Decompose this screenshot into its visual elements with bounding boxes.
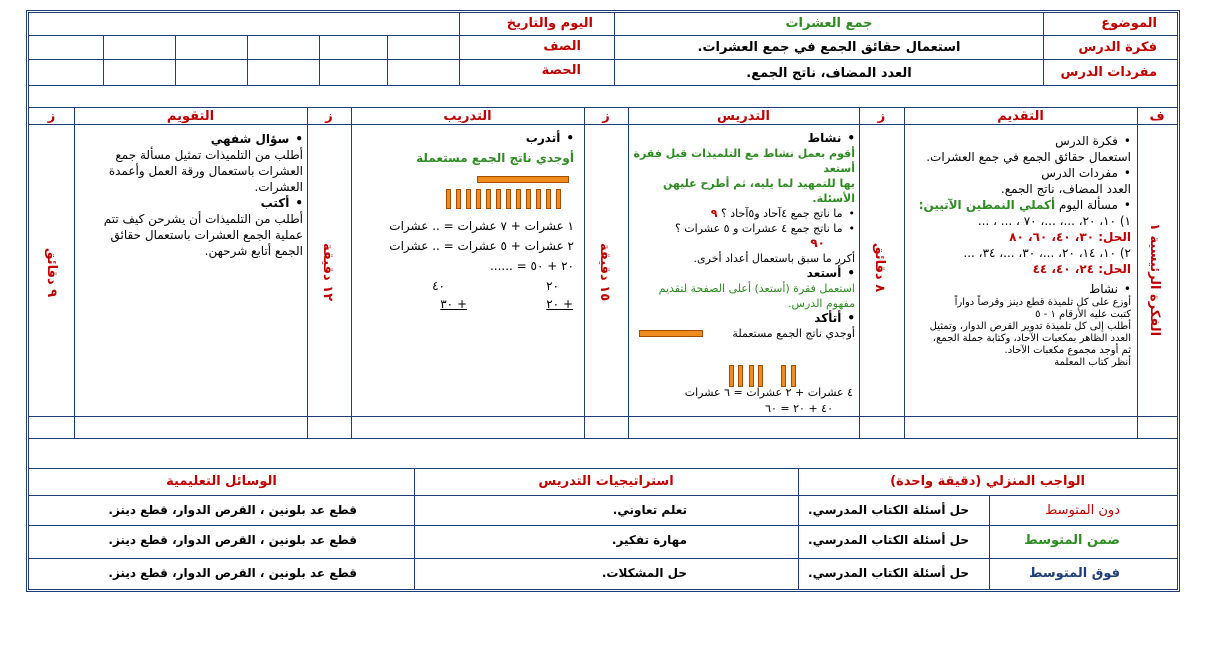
assess-oral-line: أطلب من التلميذات تمثيل مسألة جمع [115,148,303,162]
tens-rod [556,189,561,209]
teach-check-heading: • أتأكد [633,311,855,326]
col-header-teach: التدريس [717,109,770,124]
tens-rod [729,365,734,387]
vocab-value: العدد المضاف، ناتج الجمع. [746,66,912,81]
divider [29,59,1177,60]
divider [247,35,248,85]
intro-activity-line: أوزع على كل تلميذة قطع دينز وقرصاً دواراً [954,297,1131,308]
train-vertical-a2: + ٢٠ [546,297,573,311]
teach-ready-heading: • أستعد [633,266,855,281]
tens-rod [486,189,491,209]
col-header-z3: ز [325,109,333,124]
homework-cell: حل أسئلة الكتاب المدرسي. [808,566,969,580]
divider [29,85,1177,86]
level-below: دون المتوسط [1045,503,1120,518]
tens-rod-horizontal [477,176,569,183]
strategy-cell: مهارة تفكير. [611,533,687,547]
divider [614,13,615,85]
train-heading: • أتدرب [359,131,574,146]
main-idea-label: الفكرة الرئيسية ١ [1147,223,1162,337]
tens-rod [536,189,541,209]
time-intro: ٨ دقائق [872,243,887,293]
teach-ready-line: مفهوم الدرس. [788,297,855,310]
strategy-cell: حل المشكلات. [601,566,687,580]
tens-rod [758,365,763,387]
class-label: الصف [543,39,581,54]
vocab-label: مفردات الدرس [1060,65,1157,80]
teach-repeat: أكرر ما سبق باستعمال أعداد أخرى. [693,252,855,265]
train-instruction: أوجدي ناتج الجمع مستعملة [416,151,574,165]
divider [29,107,1177,108]
train-exercise-3: ٢٠ + ٥٠ = ...... [489,259,574,273]
tens-rod [738,365,743,387]
assess-oral-heading: • سؤال شفهي [79,131,303,147]
idea-value: استعمال حقائق الجمع في جمع العشرات. [697,40,961,55]
train-exercise-2: ٢ عشرات + ٥ عشرات = .. عشرات [389,239,574,253]
assess-content [79,131,303,259]
intro-content [909,133,1131,369]
teach-ready-line: استعمل فقرة (أستعد) أعلى الصفحة لتقديم [658,282,855,295]
teach-content [633,131,855,341]
intro-idea-heading: • فكرة الدرس [909,133,1131,149]
intro-vocab-heading: • مفردات الدرس [909,165,1131,181]
tens-rod [476,189,481,209]
tens-rod [749,365,754,387]
divider [351,107,352,438]
col-header-z1: ز [877,109,886,124]
divider [1043,13,1044,85]
divider [103,35,104,85]
time-assess: ٩ دقائق [44,248,59,298]
tens-rod [781,365,786,387]
intro-activity-line: أنظر كتاب المعلمة [1054,357,1131,368]
intro-vocab-text: العدد المضاف، ناتج الجمع. [1000,182,1131,196]
topic-label: الموضوع [1101,16,1157,31]
tens-rod [791,365,796,387]
aids-cell: قطع عد بلونين ، القرص الدوار، قطع دينز. [108,566,357,580]
teach-activity-line: بها للتمهيد لما يليه، ثم أطرح عليهن الأسئلة. [662,177,855,205]
homework-title: الواجب المنزلي (دقيقة واحدة) [890,474,1085,489]
teach-answer-2: ٩٠ [810,236,825,250]
time-train: ١٢ دقيقة [320,243,335,302]
divider [459,13,460,85]
teach-equation-words: ٤ عشرات + ٢ عشرات = ٦ عشرات [684,386,853,399]
divider [584,107,585,438]
assess-write-line: عملية الجمع العشرات باستعمال حقائق [110,228,303,242]
divider [29,124,1177,125]
divider [29,525,1177,526]
divider [904,107,905,438]
lesson-plan-sheet [26,10,1180,592]
intro-problem-heading: • مسألة اليوم [1059,198,1131,212]
intro-problem-instruction: أكملي النمطين الآتيين: [918,198,1056,212]
tens-rod [516,189,521,209]
tens-rod [546,189,551,209]
intro-activity-heading: • نشاط [909,281,1131,297]
homework-cell: حل أسئلة الكتاب المدرسي. [808,503,969,517]
assess-write-heading: • أكتب [79,195,303,211]
teach-activity-heading: • نشاط [633,131,855,146]
homework-cell: حل أسئلة الكتاب المدرسي. [808,533,969,547]
divider [29,35,1177,36]
level-within: ضمن المتوسط [1024,533,1120,548]
intro-activity-line: أطلب إلى كل تلميذة تدوير القرص الدوار، وتمثيل [929,321,1131,332]
train-exercise-1: ١ عشرات + ٧ عشرات = .. عشرات [389,219,574,233]
train-vertical-a1: ٢٠ [546,279,559,293]
divider [29,468,1177,469]
intro-activity-line: كتبت عليه الأرقام ١ - ٥ [1035,309,1131,320]
intro-pattern-2-solution: الحل: ٢٤، ٤٠، ٤٤ [1032,262,1131,276]
teach-equation-numbers: ٤٠ + ٢٠ = ٦٠ [765,402,833,415]
col-header-f: ف [1149,109,1165,124]
assess-write-line: الجمع أتابع شرحهن. [204,244,303,258]
intro-pattern-1-solution: الحل: ٣٠، ٤٠، ٦٠، ٨٠ [1009,230,1131,244]
col-header-intro: التقديم [997,109,1044,124]
divider [387,35,388,85]
divider [29,495,1177,496]
divider [307,107,308,438]
topic-value: جمع العشرات [785,16,873,31]
intro-idea-text: استعمال حقائق الجمع في جمع العشرات. [926,150,1131,164]
tens-rod [506,189,511,209]
tens-rod [496,189,501,209]
assess-write-line: أطلب من التلميذات أن يشرحن كيف تتم [103,212,303,226]
tens-rod [466,189,471,209]
aids-cell: قطع عد بلونين ، القرص الدوار، قطع دينز. [108,503,357,517]
teach-question-1: • ما ناتج جمع ٤آحاد و٥آحاد ؟ [721,207,855,220]
divider [74,107,75,438]
divider [628,107,629,438]
divider [29,438,1177,439]
strategy-cell: تعلم تعاوني. [612,503,687,517]
level-above: فوق المتوسط [1028,566,1120,581]
divider [29,558,1177,559]
col-header-z2: ز [602,109,610,124]
date-label: اليوم والتاريخ [506,16,593,31]
divider [29,416,1177,417]
strategies-title: استراتيجيات التدريس [538,474,674,489]
col-header-train: التدريب [443,109,492,124]
teach-question-2: • ما ناتج جمع ٤ عشرات و ٥ عشرات ؟ [633,221,855,236]
divider [175,35,176,85]
train-vertical-b1: ٤٠ [432,279,445,293]
col-header-z4: ز [47,109,56,124]
tens-rod [446,189,451,209]
time-teach: ١٥ دقيقة [597,243,612,302]
teach-activity-line: أقوم بعمل نشاط مع التلميذات قبل فقرة أستعد [633,147,855,175]
divider [859,107,860,438]
tens-rod [456,189,461,209]
tens-rod [526,189,531,209]
idea-label: فكرة الدرس [1078,40,1157,55]
teach-answer-1: ٩ [710,207,718,220]
intro-activity-line: ثم أوجد مجموع مكعبات الآحاد. [1004,345,1131,356]
intro-pattern-1: ١) ١٠، ٢٠، ...، ...، ٧٠ ، ... ، ... [977,214,1131,228]
assess-oral-line: العشرات باستعمال ورقة العمل وأعمدة [108,164,303,178]
assess-oral-line: العشرات. [254,180,303,194]
aids-title: الوسائل التعليمية [166,474,277,489]
intro-activity-line: العدد الظاهر بمكعبات الآحاد، وكتابة جملة الجمع، [932,333,1131,344]
period-label: الحصة [541,63,581,78]
teach-check-instruction: أوجدي ناتج الجمع مستعملة [732,327,855,340]
aids-cell: قطع عد بلونين ، القرص الدوار، قطع دينز. [108,533,357,547]
train-vertical-b2: + ٣٠ [440,297,467,311]
divider [1137,107,1138,438]
intro-pattern-2: ٢) ١٠، ١٤، ٢٠، ...، ٣٠، ...، ٣٤، ... [963,246,1131,260]
divider [989,495,990,589]
divider [319,35,320,85]
col-header-assess: التقويم [166,109,215,124]
tens-rod-horizontal [639,330,703,337]
